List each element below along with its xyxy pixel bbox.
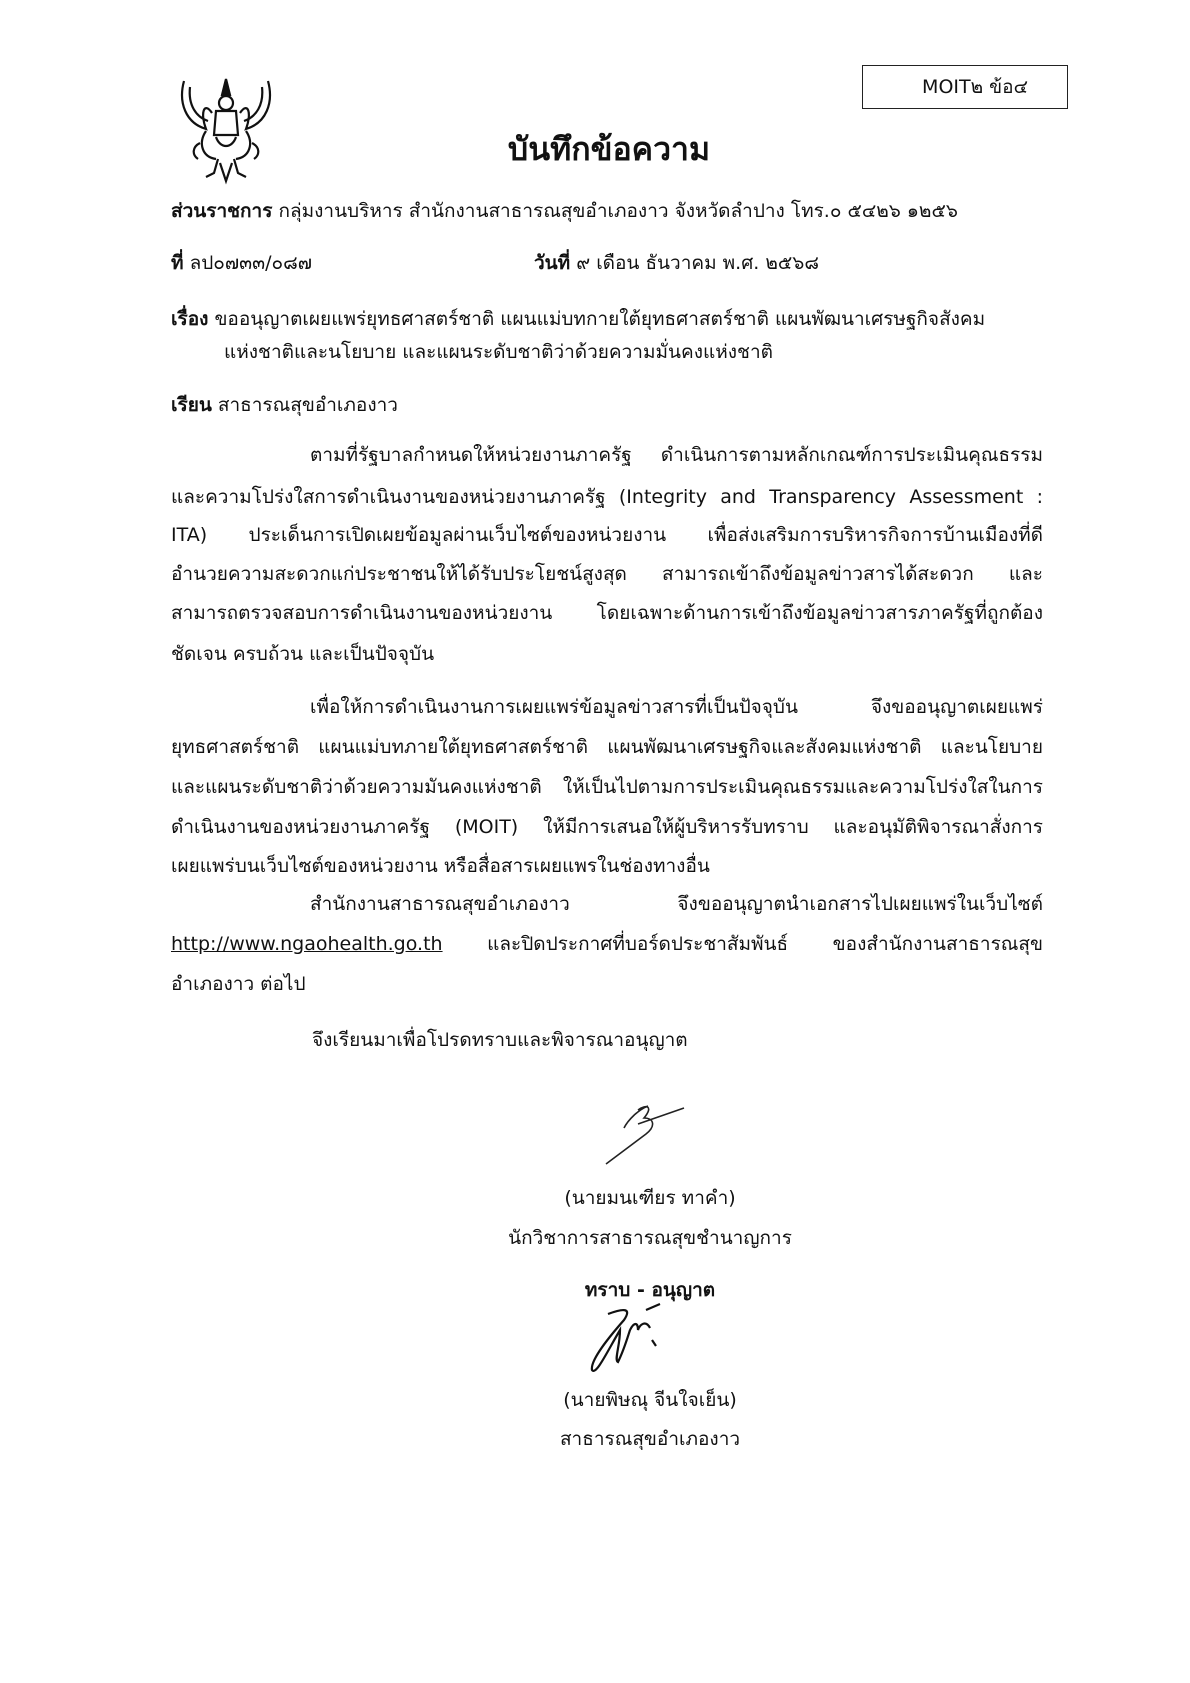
page-title: บันทึกข้อความ [507,130,711,168]
closing-line: จึงเรียนมาเพื่อโปรดทราบและพิจารณาอนุญาต [312,1029,688,1051]
approval-text: ทราบ - อนุญาต [584,1279,716,1301]
paragraph2-line: ดำเนินงานของหน่วยงานภาครัฐ (MOIT) ให้มีการเสนอให้ผู้บริหารรับทราบ และอนุมัติพิจารณาสั่งการ [171,816,1043,838]
recipient-line [171,390,398,420]
signer2-position: สาธารณสุขอำเภองาว [559,1428,741,1450]
signer1-name: (นายมนเฑียร ทาคำ) [564,1187,736,1209]
paragraph3-text: และปิดประกาศที่บอร์ดประชาสัมพันธ์ ของสำนักงานสาธารณสุข [442,933,1043,955]
document-number-line [171,248,312,278]
recipient-value: สาธารณสุขอำเภองาว [217,394,398,416]
paragraph2-line: และแผนระดับชาติว่าด้วยความมันคงแห่งชาติ ให้เป็นไปตามการประเมินคุณธรรมและความโปร่งใสในการ [171,776,1043,798]
agency-line [171,196,958,226]
signer2-name: (นายพิษณุ จีนใจเย็น) [563,1389,737,1411]
reference-code: MOIT๒ ข้อ๔ [922,76,1028,98]
paragraph1-line: ITA) ประเด็นการเปิดเผยข้อมูลผ่านเว็บไซต์ของหน่วยงาน เพื่อส่งเสริมการบริหารกิจการบ้านเมืองที่ดี [171,524,1043,546]
signature-2 [580,1300,680,1380]
agency-value: กลุ่มงานบริหาร สำนักงานสาธารณสุขอำเภองาว จังหวัดลำปาง โทร.๐ ๕๔๒๖ ๑๒๕๖ [278,200,958,222]
subject-label: เรื่อง [171,308,209,330]
date-line [534,248,819,278]
paragraph3-line: สำนักงานสาธารณสุขอำเภองาว จึงขออนุญาตนำเอกสารไปเผยแพร่ในเว็บไซต์ [310,893,1043,915]
paragraph1-line: ตามที่รัฐบาลกำหนดให้หน่วยงานภาครัฐ ดำเนินการตามหลักเกณฑ์การประเมินคุณธรรม [310,444,1043,466]
paragraph1-line: และความโปร่งใสการดำเนินงานของหน่วยงานภาครัฐ (Integrity and Transparency Assessment : [171,486,1043,508]
paragraph2-line: เผยแพร่บนเว็บไซต์ของหน่วยงาน หรือสื่อสารเผยแพรในช่องทางอื่น [171,855,710,877]
paragraph3-line [171,929,1043,959]
paragraph2-line: เพื่อให้การดำเนินงานการเผยแพร่ข้อมูลข่าวสารที่เป็นปัจจุบัน จึงขออนุญาตเผยแพร่ [310,696,1043,718]
paragraph1-line: สามารถตรวจสอบการดำเนินงานของหน่วยงาน โดยเฉพาะด้านการเข้าถึงข้อมูลข่าวสารภาครัฐที่ถูกต้อง [171,602,1043,624]
subject-line [171,304,985,334]
paragraph2-line: ยุทธศาสตร์ชาติ แผนแม่บทภายใต้ยุทธศาสตร์ชาติ แผนพัฒนาเศรษฐกิจและสังคมแห่งชาติ และนโยบาย [171,736,1043,758]
subject-text-2: แห่งชาติและนโยบาย และแผนระดับชาติว่าด้วยความมั่นคงแห่งชาติ [224,341,773,363]
paragraph3-line: อำเภองาว ต่อไป [171,973,306,995]
recipient-label: เรียน [171,394,212,416]
signer1-position: นักวิชาการสาธารณสุขชำนาญการ [508,1227,792,1249]
paragraph1-line: อำนวยความสะดวกแก่ประชาชนให้ได้รับประโยชน์สูงสุด สามารถเข้าถึงข้อมูลข่าวสารได้สะดวก และ [171,563,1043,585]
subject-text-1: ขออนุญาตเผยแพร่ยุทธศาสตร์ชาติ แผนแม่บทกายใต้ยุทธศาสตร์ชาติ แผนพัฒนาเศรษฐกิจสังคม [214,308,986,330]
date-label: วันที่ [534,252,571,274]
website-link[interactable]: http://www.ngaohealth.go.th [171,933,443,955]
agency-label: ส่วนราชการ [171,200,273,222]
date-value: ๙ เดือน ธันวาคม พ.ศ. ๒๕๖๘ [576,252,819,274]
document-reference-box [862,65,1068,109]
document-number-label: ที่ [171,252,184,274]
document-number-value: ลป๐๗๓๓/๐๘๗ [189,252,313,274]
paragraph1-line: ชัดเจน ครบถ้วน และเป็นปัจจุบัน [171,643,435,665]
signature-1 [598,1100,688,1170]
